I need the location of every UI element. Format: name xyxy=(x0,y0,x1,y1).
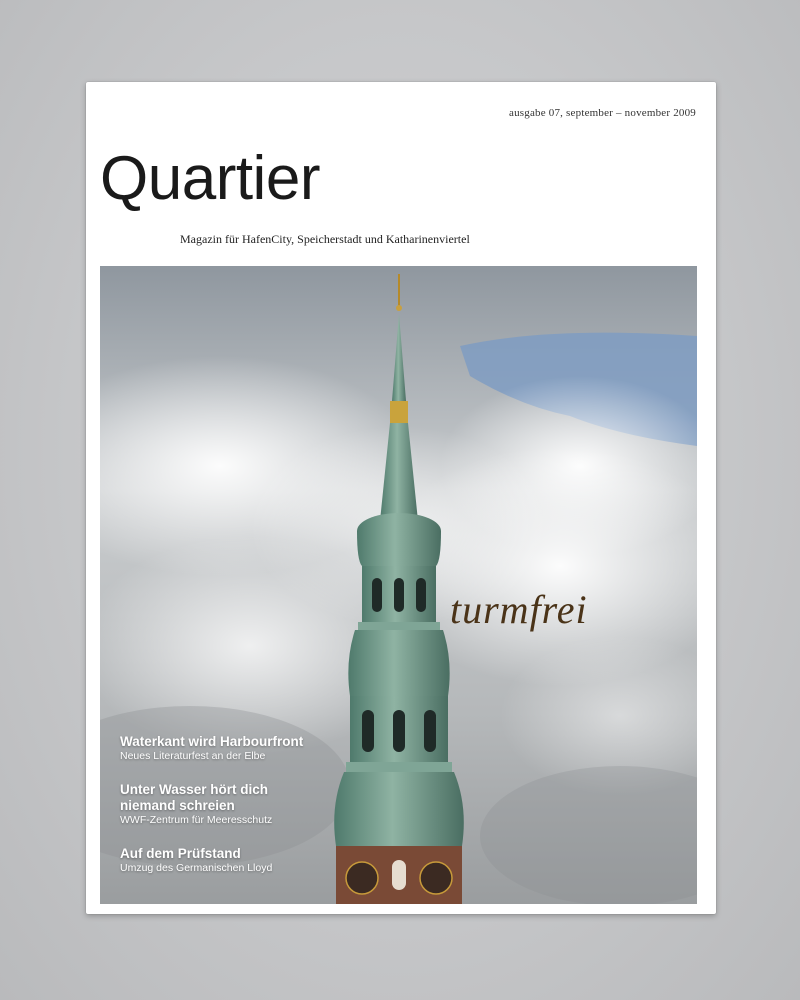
magazine-tagline: Magazin für HafenCity, Speicherstadt und Katharinenviertel xyxy=(180,232,470,246)
teaser-title: Auf dem Prüfstand xyxy=(120,846,241,861)
teaser xyxy=(120,782,320,827)
teaser-subtitle: WWF-Zentrum für Meeresschutz xyxy=(120,814,273,826)
cover-photo xyxy=(100,266,697,904)
cover-headline: turmfrei xyxy=(450,587,588,632)
teaser-title: Waterkant wird Harbourfront xyxy=(120,734,304,749)
teaser xyxy=(120,846,272,875)
issue-line: ausgabe 07, september – november 2009 xyxy=(508,107,696,119)
teaser-title: Unter Wasser hört dich niemand schreien xyxy=(120,782,269,813)
magazine-title: Quartier xyxy=(100,144,320,213)
teaser xyxy=(120,734,303,763)
teaser-subtitle: Neues Literaturfest an der Elbe xyxy=(120,750,266,762)
magazine-cover xyxy=(86,82,716,914)
teaser-subtitle: Umzug des Germanischen Lloyd xyxy=(120,862,273,874)
